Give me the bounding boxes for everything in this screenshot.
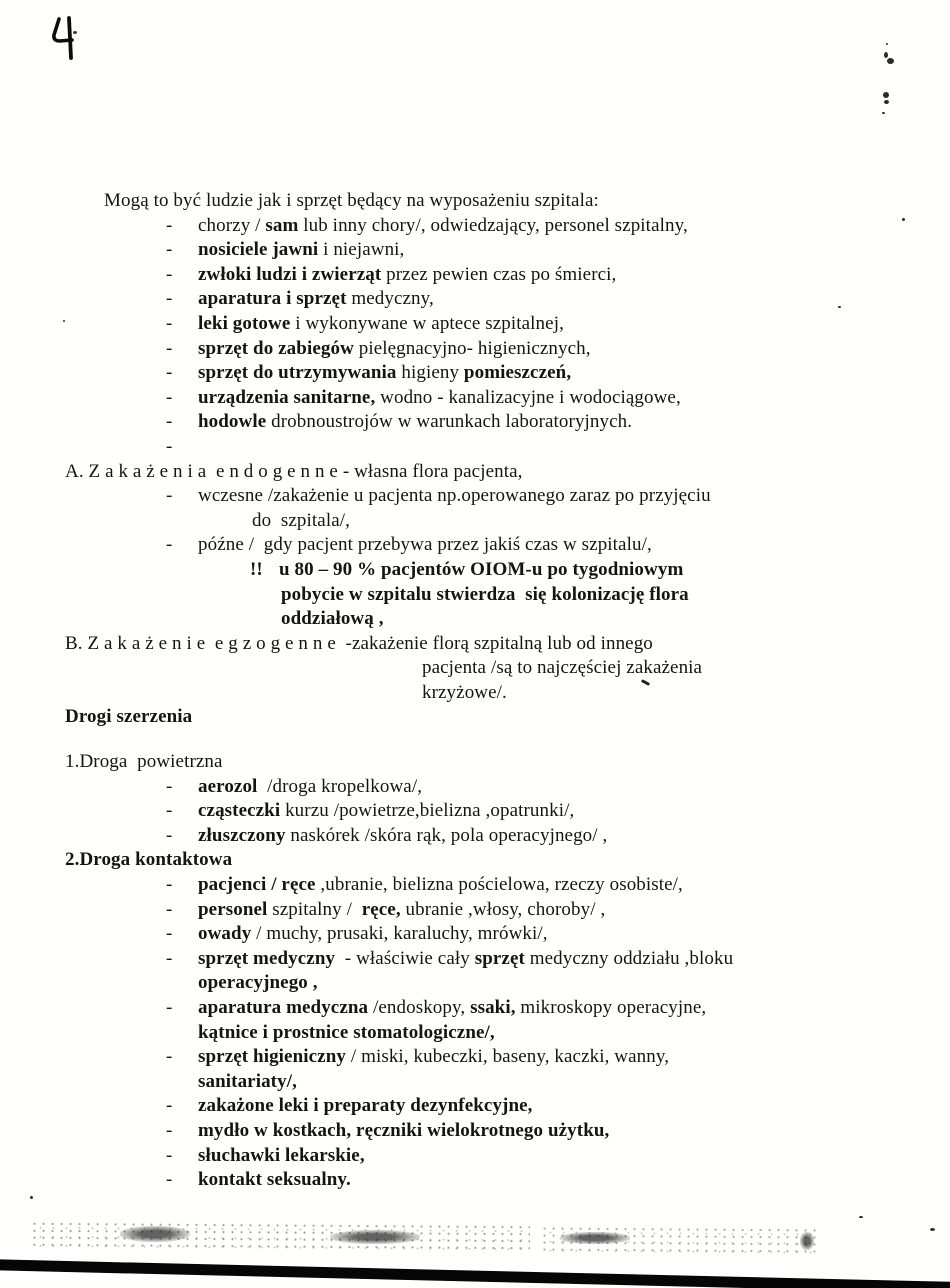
bullet-dash: - <box>166 362 173 384</box>
text-segment: nosiciele jawni <box>198 239 319 261</box>
scan-noise-speck <box>887 58 894 64</box>
scan-noise-speck <box>884 100 889 104</box>
text-segment: aerozol <box>198 775 258 797</box>
bullet-dash: - <box>166 800 173 822</box>
scan-noise-speck <box>30 1196 33 1199</box>
continuation-line <box>198 971 950 996</box>
text-segment: personel <box>198 898 268 920</box>
list-item <box>166 996 950 1021</box>
text-segment: leki gotowe <box>198 312 291 334</box>
list-item <box>166 287 950 312</box>
text-segment: aparatura medyczna <box>198 997 369 1018</box>
double-exclamation-mark: !! <box>250 558 263 580</box>
text-segment: ,ubranie, bielizna pościelowa, rzeczy osobiste/, <box>315 874 683 896</box>
continuation-line <box>198 1021 950 1046</box>
list-item <box>166 1144 950 1169</box>
droga-powietrzna-heading <box>65 750 950 775</box>
text-segment: pielęgnacyjno- higienicznych, <box>353 337 591 359</box>
continuation-line <box>422 681 950 706</box>
text-segment: urządzenia sanitarne, <box>198 386 376 408</box>
section-b-heading <box>65 632 950 657</box>
text-segment: higieny <box>396 362 464 384</box>
list-item <box>166 824 950 849</box>
line-text <box>198 1168 351 1193</box>
scan-noise-speck <box>886 43 888 45</box>
list-item <box>166 873 950 898</box>
text-segment: u 80 – 90 % pacjentów OIOM-u po tygodniowym <box>279 558 684 580</box>
list-item <box>166 361 950 386</box>
text-segment: krzyżowe/. <box>422 681 507 703</box>
text-segment: sprzęt do zabiegów <box>198 337 354 359</box>
text-segment: sprzęt medyczny <box>198 947 336 969</box>
emphasis-note <box>281 583 950 608</box>
bullet-dash: - <box>166 824 173 846</box>
scan-noise-speck <box>902 218 905 221</box>
text-segment: /droga kropelkowa/, <box>257 775 423 797</box>
text-segment: i niejawni, <box>318 239 405 261</box>
text-segment: drobnoustrojów w warunkach laboratoryjnych. <box>266 411 633 433</box>
list-item <box>166 1168 950 1193</box>
bullet-dash: - <box>166 947 173 969</box>
scan-noise-speck <box>63 320 65 322</box>
text-segment: 1.Droga powietrzna <box>65 751 223 773</box>
bullet-dash: - <box>166 534 173 556</box>
text-segment: sprzęt higieniczny <box>198 1046 346 1068</box>
bullet-dash: - <box>166 386 173 408</box>
text-segment: zwłoki ludzi i zwierząt <box>198 263 382 285</box>
line-text <box>422 682 507 703</box>
text-segment: naskórek /skóra rąk, pola operacyjnego/ , <box>285 824 608 846</box>
text-segment: mikroskopy operacyjne, <box>515 997 707 1018</box>
line-text <box>198 1022 495 1043</box>
line-text <box>65 461 522 482</box>
line-text <box>198 972 318 993</box>
text-segment: medyczny oddziału ,bloku <box>524 947 734 969</box>
list-item <box>166 238 950 263</box>
scan-noise-speck <box>838 306 841 308</box>
text-segment: - właściwie cały <box>335 947 475 969</box>
section-a-heading <box>65 460 950 485</box>
scan-smudge-blob <box>120 1226 190 1242</box>
scan-noise-speck <box>882 112 885 114</box>
list-item <box>166 337 950 362</box>
scan-noise-speck <box>884 52 888 58</box>
line-text <box>198 533 652 558</box>
line-text <box>198 1071 297 1092</box>
line-text <box>198 238 404 263</box>
text-segment: do szpitala/, <box>252 509 350 531</box>
text-segment: sprzęt <box>474 947 525 969</box>
bullet-dash: - <box>166 997 173 1018</box>
list-item <box>166 410 950 435</box>
list-item <box>166 799 950 824</box>
text-segment: kontakt seksualny. <box>198 1169 351 1191</box>
list-item <box>166 214 950 239</box>
scan-noise-speck <box>883 92 889 98</box>
line-text <box>198 263 616 288</box>
bullet-dash: - <box>166 239 173 261</box>
line-text <box>198 361 571 386</box>
list-item <box>166 533 950 558</box>
bullet-dash: - <box>166 1119 173 1141</box>
line-text <box>198 947 733 972</box>
bullet-dash: - <box>166 485 173 507</box>
text-segment: hodowle <box>198 411 267 433</box>
bullet-dash: - <box>166 337 173 359</box>
emphasis-note <box>281 607 950 632</box>
bullet-dash: - <box>166 923 173 945</box>
text-segment: cząsteczki <box>198 800 281 822</box>
line-text <box>252 510 350 531</box>
text-segment: operacyjnego , <box>198 972 318 994</box>
list-item <box>166 1119 950 1144</box>
text-segment: szpitalny / <box>267 898 362 920</box>
text-segment: zakażone leki i preparaty dezynfekcyjne, <box>198 1095 533 1117</box>
bullet-dash: - <box>166 1095 173 1117</box>
text-segment: owady <box>198 923 252 945</box>
text-segment: - własna flora pacjenta, <box>337 460 523 482</box>
text-segment: ssaki, <box>470 997 516 1018</box>
intro-line <box>104 189 950 214</box>
continuation-line <box>198 1070 950 1095</box>
list-item <box>166 312 950 337</box>
text-segment: 2.Droga kontaktowa <box>65 849 233 871</box>
scan-edge-bar <box>0 1259 950 1288</box>
bullet-dash: - <box>166 263 173 285</box>
line-text <box>281 608 384 629</box>
bullet-dash: - <box>166 312 173 334</box>
text-segment: B. Z a k a ż e n i e e g z o g e n n e <box>65 632 336 654</box>
text-segment: pomieszczeń, <box>463 362 572 384</box>
list-item <box>166 1094 950 1119</box>
scan-noise-speck <box>859 1216 863 1218</box>
text-segment: -zakażenie florą szpitalną lub od innego <box>335 632 653 654</box>
line-text <box>198 824 607 849</box>
bullet-dash: - <box>166 1046 173 1068</box>
line-text <box>65 633 653 654</box>
line-text <box>198 1045 669 1070</box>
line-text <box>198 996 706 1021</box>
text-segment: aparatura i sprzęt <box>198 288 347 310</box>
list-item <box>166 898 950 923</box>
bullet-dash: - <box>166 411 173 433</box>
text-segment: chorzy / <box>198 214 266 236</box>
line-text <box>198 312 564 337</box>
line-text <box>65 849 232 870</box>
line-text <box>65 706 192 727</box>
bullet-dash: - <box>166 214 173 236</box>
text-segment: Drogi szerzenia <box>65 706 193 728</box>
line-text <box>198 214 688 239</box>
line-gap <box>0 730 950 750</box>
scan-noise-speck <box>930 1228 935 1231</box>
text-segment: wczesne /zakażenie u pacjenta np.operowanego zaraz po przyjęciu <box>198 485 711 507</box>
list-item <box>166 775 950 800</box>
list-item <box>166 1045 950 1070</box>
bullet-dash: - <box>166 874 173 896</box>
text-segment: kątnice i prostnice stomatologiczne/, <box>198 1021 495 1043</box>
bullet-dash: - <box>166 775 173 797</box>
line-text <box>198 337 591 362</box>
line-text <box>65 751 223 772</box>
text-segment: A. Z a k a ż e n i a e n d o g e n n e <box>65 460 338 482</box>
text-segment: / muchy, prusaki, karaluchy, mrówki/, <box>251 923 548 945</box>
text-segment: złuszczony <box>198 824 286 846</box>
line-text <box>198 484 711 509</box>
text-segment: Mogą to być ludzie jak i sprzęt będący na wyposażeniu szpitala: <box>104 190 599 211</box>
line-text <box>198 287 434 312</box>
text-segment: pacjenci / ręce <box>198 874 316 896</box>
text-segment: pacjenta /są to najczęściej zakażenia <box>422 657 703 679</box>
continuation-line <box>252 509 950 534</box>
list-item <box>166 484 950 509</box>
text-segment: mydło w kostkach, ręczniki wielokrotnego użytku, <box>198 1119 610 1141</box>
bullet-dash: - <box>166 1169 173 1191</box>
line-text <box>198 873 683 898</box>
line-text <box>198 1094 533 1119</box>
bullet-dash: - <box>166 288 173 310</box>
bullet-dash: - <box>166 898 173 920</box>
line-text <box>198 410 632 435</box>
scan-smudge-band <box>30 1220 530 1251</box>
text-segment: / miski, kubeczki, baseny, kaczki, wanny, <box>345 1046 670 1068</box>
handwritten-page-number <box>44 12 84 68</box>
line-text <box>422 657 702 678</box>
text-segment: sam <box>265 214 299 236</box>
text-segment: sprzęt do utrzymywania <box>198 362 397 384</box>
scan-smudge-blob <box>560 1232 630 1244</box>
continuation-line <box>422 656 950 681</box>
list-item <box>166 263 950 288</box>
text-segment: medyczny, <box>346 288 434 310</box>
list-item <box>166 386 950 411</box>
line-text <box>198 799 574 824</box>
text-segment: /endoskopy, <box>368 997 471 1018</box>
text-segment: pobycie w szpitalu stwierdza się kolonizację flora <box>281 583 689 605</box>
text-segment: oddziałową , <box>281 608 384 630</box>
line-text <box>198 898 605 923</box>
bullet-dash: - <box>166 435 173 457</box>
ink-dot <box>73 31 77 34</box>
bullet-dash: - <box>166 1144 173 1166</box>
text-segment: i wykonywane w aptece szpitalnej, <box>290 312 564 334</box>
text-segment: sanitariaty/, <box>198 1070 297 1092</box>
document-body <box>0 189 950 1193</box>
line-text <box>198 922 548 947</box>
text-segment: ubranie ,włosy, choroby/ , <box>400 898 606 920</box>
line-text <box>198 1144 365 1169</box>
list-item <box>166 922 950 947</box>
handwritten-4-glyph <box>44 12 84 68</box>
text-segment: przez pewien czas po śmierci, <box>381 263 617 285</box>
text-segment: późne / gdy pacjent przebywa przez jakiś czas w szpitalu/, <box>198 534 652 556</box>
scan-smudge-blob <box>330 1230 420 1244</box>
droga-kontaktowa-heading <box>65 848 950 873</box>
emphasis-note <box>250 558 950 583</box>
text-segment: lub inny chory/, odwiedzający, personel szpitalny, <box>298 214 688 236</box>
line-text <box>281 584 689 605</box>
line-text <box>198 775 422 800</box>
scan-smudge-blob <box>800 1232 814 1250</box>
text-segment: wodno - kanalizacyjne i wodociągowe, <box>375 386 681 408</box>
text-segment: kurzu /powietrze,bielizna ,opatrunki/, <box>280 800 575 822</box>
text-segment: ręce, <box>361 898 401 920</box>
empty-bullet <box>166 435 950 460</box>
drogi-szerzenia-heading <box>65 705 950 730</box>
line-text <box>198 386 681 411</box>
line-text <box>279 558 683 583</box>
text-segment: słuchawki lekarskie, <box>198 1144 365 1166</box>
list-item <box>166 947 950 972</box>
line-text <box>198 1119 609 1144</box>
line-text <box>104 190 599 211</box>
